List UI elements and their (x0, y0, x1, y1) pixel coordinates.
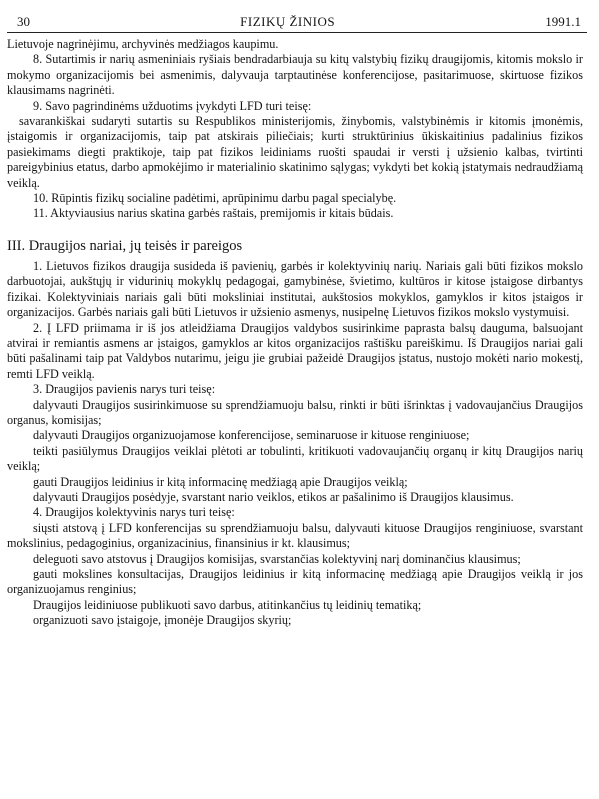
list-item-individual-right: dalyvauti Draugijos posėdyje, svarstant nario veiklos, etikos ar pašalinimo iš Draugijos klausimus. (33, 489, 514, 504)
running-header (7, 14, 587, 32)
journal-title: FIZIKŲ ŽINIOS (240, 14, 336, 29)
list-item-individual-right: teikti pasiūlymus Draugijos veiklai plėtoti ar tobulinti, kritikuoti vadovaujančių organų ir kitų Draugijos narių veiklą; (7, 443, 583, 474)
paragraph-item-9: 9. Savo pagrindinėms užduotims įvykdyti LFD turi teisę: (33, 98, 312, 113)
list-item-individual-right: gauti Draugijos leidinius ir kitą informacinę medžiagą apie Draugijos veiklą; (33, 474, 408, 489)
issue-number: 1991.1 (545, 14, 581, 29)
paragraph-section-item-1: 1. Lietuvos fizikos draugija susideda iš pavienių, garbės ir kolektyvinių narių. Nariais gali būti fizikos mokslo darbuotojai, aukštųjų ir vidurinių mokyklų pedagogai, gamybinėse, švietimo, kultūros ir kitose įstaigose dirbantys fizikai. Kolektyviniais nariais gali būti moksliniai institutai, aukštosios mokyklos, gamyklos ir kitos įstaigos ir organizacijos. Garbės nariais gali būti Lietuvos ir užsienio asmenys, nusipelnę Lietuvos fizikos mokslo vystymuisi. (7, 258, 583, 320)
list-item-individual-right: dalyvauti Draugijos susirinkimuose su sprendžiamuoju balsu, rinkti ir būti išrinktas į vadovaujančius Draugijos organus, komisijas; (7, 397, 583, 427)
paragraph-item-9-body: savarankiškai sudaryti sutartis su Respublikos ministerijomis, žinybomis, valstybinėmis ir kitomis įmonėmis, įstaigomis ir organizacijomis, taip pat atskirais piliečiais; kurti struktūrinius ūkiskaitinius padalinius fizikos pasiekimams diegti praktikoje, taip pat fizikos leidiniams ruošti spaudai ir versti į užsienio kalbas, tvirtinti pareigybinius etatus, darbo apmokėjimo ir materialinio skatinimo sąlygas; vykdyti bet kokią įstatymais nedraudžiamą veiklą. (7, 114, 583, 190)
list-item-individual-right: dalyvauti Draugijos organizuojamose konferencijose, seminaruose ir kituose renginiuose; (33, 428, 470, 443)
paragraph-continuation: Lietuvoje nagrinėjimu, archyvinės medžiagos kaupimu. (7, 37, 279, 51)
list-item-collective-right: Draugijos leidiniuose publikuoti savo darbus, atitinkančius tų leidinių tematiką; (33, 597, 422, 612)
list-item-collective-right: gauti mokslines konsultacijas, Draugijos leidinius ir kitą informacinę medžiagą apie Draugijos veiklą ir jos organizuojamus renginius; (7, 567, 583, 597)
list-item-collective-right: deleguoti savo atstovus į Draugijos komisijas, svarstančias kolektyvinį narį dominančius klausimus; (33, 551, 521, 566)
paragraph-item-8: 8. Sutartimis ir narių asmeniniais ryšiais bendradarbiauja su kitų valstybių fizikų draugijomis, kitomis mokslo ir mokymo organizacijomis bei asmenimis, dalyvauja tarptautinėse konferencijose, pasitarimuose, skirtuose fizikos klausimams nagrinėti. (7, 52, 583, 98)
paragraph-item-11: 11. Aktyviausius narius skatina garbės raštais, premijomis ir kitais būdais. (33, 206, 394, 221)
paragraph-section-item-4: 4. Draugijos kolektyvinis narys turi teisę: (33, 505, 235, 520)
list-item-collective-right: organizuoti savo įstaigoje, įmonėje Draugijos skyrių; (33, 613, 292, 628)
paragraph-section-item-3: 3. Draugijos pavienis narys turi teisę: (33, 382, 216, 397)
section-heading: III. Draugijos nariai, jų teisės ir pareigos (7, 237, 243, 254)
list-item-collective-right: siųsti atstovą į LFD konferencijas su sprendžiamuoju balsu, dalyvauti kituose Draugijos renginiuose, svarstant mokslinius, pedagoginius, organizacinius, finansinius ir kt. klausimus; (7, 520, 583, 551)
paragraph-section-item-2: 2. Į LFD priimama ir iš jos atleidžiama Draugijos valdybos susirinkime paprasta balsų dauguma, balsuojant atvirai ir remiantis asmens ar įstaigos, gamyklos ar kitos organizacijos raštišku pareiškimu. Iš Draugijos nariai gali būti pašalinami taip pat Valdybos nutarimu, jeigu jie grubiai pažeidė Draugijos įstatus, nustojo mokėti nario mokestį, remti LFD veiklą. (7, 320, 583, 381)
document-page (7, 14, 587, 629)
body-text (7, 37, 587, 629)
paragraph-item-10: 10. Rūpintis fizikų socialine padėtimi, aprūpinimu darbu pagal specialybę. (33, 191, 397, 206)
page-number: 30 (17, 14, 30, 29)
header-rule (7, 32, 587, 33)
